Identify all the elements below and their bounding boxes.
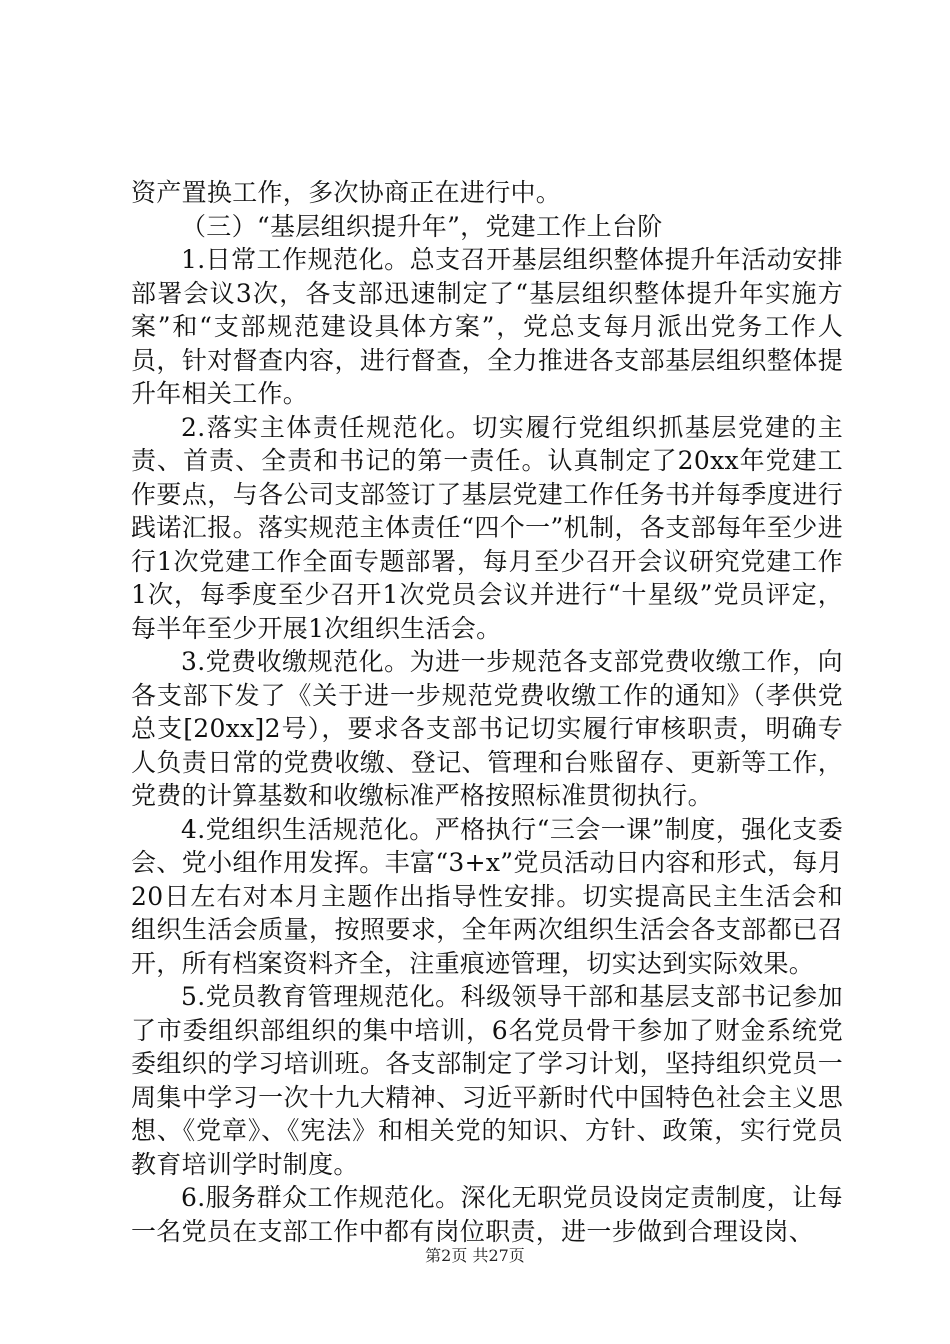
paragraph-item-6: 6.服务群众工作规范化。深化无职党员设岗定责制度，让每一名党员在支部工作中都有岗位职责，进一步做到合理设岗、: [131, 1183, 843, 1246]
section-heading: （三）“基层组织提升年”，党建工作上台阶: [181, 211, 663, 241]
paragraph-continuation: 资产置换工作，多次协商正在进行中。: [131, 178, 562, 207]
page-number-footer: 第2页 共27页: [425, 1246, 525, 1265]
paragraph-item-5: 5.党员教育管理规范化。科级领导干部和基层支部书记参加了市委组织部组织的集中培训，6名党员骨干参加了财金系统党委组织的学习培训班。各支部制定了学习计划，坚持组织党员一周集中学习一次十九大精神、习近平新时代中国特色社会主义思想、《党章》、《宪法》和相关党的知识、方针、政策，实行党员教育培训学时制度。: [131, 982, 843, 1179]
paragraph-item-2: 2.落实主体责任规范化。切实履行党组织抓基层党建的主责、首责、全责和书记的第一责任。认真制定了20xx年党建工作要点，与各公司支部签订了基层党建工作任务书并每季度进行践诺汇报。落实规范主体责任“四个一”机制，各支部每年至少进行1次党建工作全面专题部署，每月至少召开会议研究党建工作1次，每季度至少召开1次党员会议并进行“十星级”党员评定，每半年至少开展1次组织生活会。: [131, 412, 843, 643]
paragraph-item-4: 4.党组织生活规范化。严格执行“三会一课”制度，强化支委会、党小组作用发挥。丰富“3+x”党员活动日内容和形式，每月20日左右对本月主题作出指导性安排。切实提高民主生活会和组织生活会质量，按照要求，全年两次组织生活会各支部都已召开，所有档案资料齐全，注重痕迹管理，切实达到实际效果。: [131, 814, 843, 978]
paragraph-item-1: 1.日常工作规范化。总支召开基层组织整体提升年活动安排部署会议3次，各支部迅速制定了“基层组织整体提升年实施方案”和“支部规范建设具体方案”，党总支每月派出党务工作人员，针对督查内容，进行督查，全力推进各支部基层组织整体提升年相关工作。: [131, 245, 843, 408]
document-body: [131, 176, 843, 1248]
paragraph-item-3: 3.党费收缴规范化。为进一步规范各支部党费收缴工作，向各支部下发了《关于进一步规范党费收缴工作的通知》（孝供党总支[20xx]2号），要求各支部书记切实履行审核职责，明确专人负责日常的党费收缴、登记、管理和台账留存、更新等工作，党费的计算基数和收缴标准严格按照标准贯彻执行。: [131, 647, 843, 810]
